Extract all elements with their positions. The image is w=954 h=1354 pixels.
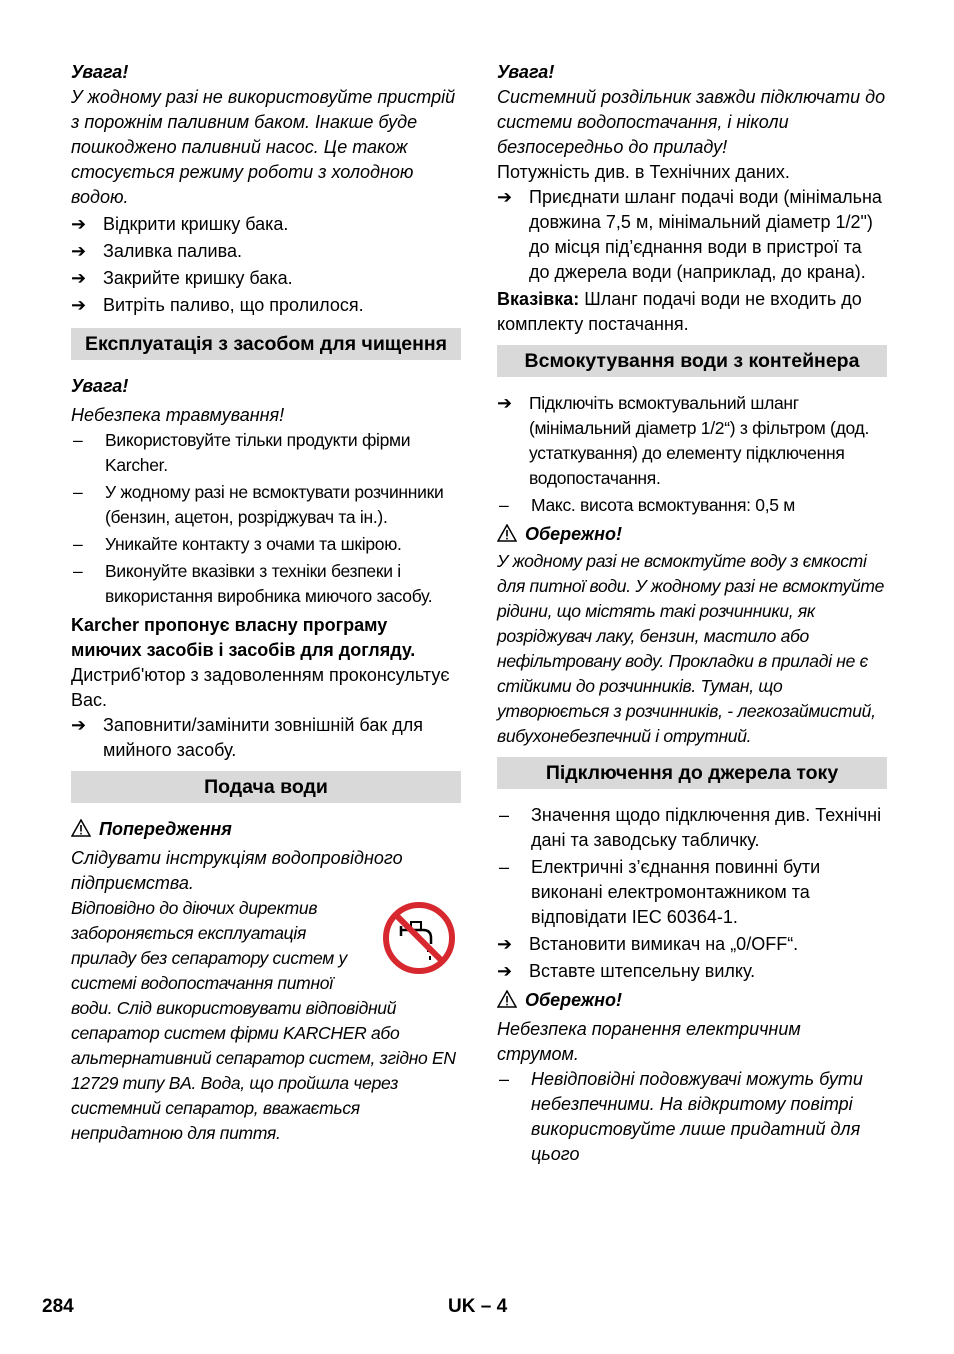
section-heading: Підключення до джерела току [497,757,887,789]
attention-text: У жодному разі не використовуйте пристрій з порожнім паливним баком. Інакше буде пошкоджено паливний насос. Це також стосується режиму роботи з холодною водою. [71,87,456,207]
warning-triangle-icon [71,819,91,837]
list-item: – Значення щодо підключення див. Технічні дані та заводську табличку. [499,805,882,850]
arrow-right-icon: ➔ [71,214,87,234]
step-item: ➔ Закрийте кришку бака. [71,266,461,291]
caution-title: Обережно! [497,522,887,547]
caution-text: У жодному разі не всмоктуйте воду з ємкості для питної води. У жодному разі не всмоктуйте рідини, що містять такі розчинники, як розріджувач лаку, бензин, мастило або нефільтровану воду. Прокладки в приладі не є стійкими до розчинників. Туман, що утворюється з розчинників, - легкозаймистий, вибухонебезпечний і отрутний. [497,551,885,746]
warning-text: Слідувати інструкціям водопровідного підприємства. [71,848,403,893]
list-item: – Макс. висота всмоктування: 0,5 м [499,495,796,515]
no-drinking-water-icon [381,900,457,976]
bold-paragraph: Karcher пропонує власну програму миючих засобів і засобів для догляду. [71,615,416,660]
section-heading: Експлуатація з засобом для чищення [71,328,461,360]
list-item: – Використовуйте тільки продукти фірми Karcher. [73,430,411,475]
arrow-right-icon: ➔ [71,241,87,261]
step-item: ➔ Витріть паливо, що пролилося. [71,293,461,318]
warning-triangle-icon [497,524,517,542]
paragraph: Дистриб'ютор з задоволенням проконсультує Вас. [71,665,450,710]
caution-text: Небезпека поранення електричним струмом. [497,1019,801,1064]
arrow-right-icon: ➔ [497,393,512,413]
list-item: – Уникайте контакту з очами та шкірою. [73,534,402,554]
arrow-right-icon: ➔ [497,961,513,981]
left-column [71,60,461,1146]
attention-title: Увага! [71,376,129,396]
list-item: – Виконуйте вказівки з техніки безпеки і використання виробника миючого засобу. [73,561,433,606]
warning-title: Попередження [71,817,461,842]
step-item: ➔ Встановити вимикач на „0/OFF“. [497,932,887,957]
right-column [497,60,887,1167]
attention-title: Увага! [71,62,129,82]
warning-triangle-icon [497,990,517,1008]
arrow-right-icon: ➔ [497,187,513,207]
arrow-right-icon: ➔ [71,268,87,288]
list-item: – У жодному разі не всмоктувати розчинники (бензин, ацетон, розріджувач та ін.). [73,482,444,527]
page-number: 284 [42,1296,74,1317]
warning-text-block: Відповідно до діючих директив забороняється експлуатація приладу без сепаратору систем у системі водопостачання питної води. Слід використовувати відповідний сепаратор систем фірми KARCHER або альтернативний сепаратор систем, згідно EN 12729 типу BA. Вода, що пройшла через системний сепаратор, вважається непридатною для пиття. [71,898,456,1143]
note-paragraph: Вказівка: Шланг подачі води не входить до комплекту постачання. [497,289,862,334]
list-item: – Електричні з’єднання повинні бути виконані електромонтажником та відповідати IEC 60364-1. [499,857,821,927]
step-item: ➔ Підключіть всмоктувальний шланг (мінімальний діаметр 1/2“) з фільтром (дод. устаткування) до елементу підключення водопостачання. [497,391,887,491]
arrow-right-icon: ➔ [71,715,87,735]
caution-title: Обережно! [497,988,887,1013]
step-item: ➔ Заливка палива. [71,239,461,264]
arrow-right-icon: ➔ [497,934,513,954]
step-item: ➔ Вставте штепсельну вилку. [497,959,887,984]
section-heading: Подача води [71,771,461,803]
step-item: ➔ Приєднати шланг подачі води (мінімальна довжина 7,5 м, мінімальний діаметр 1/2") до місця під’єднання води в пристрої та до джерела води (наприклад, до крана). [497,185,887,285]
arrow-right-icon: ➔ [71,295,87,315]
paragraph: Потужність див. в Технічних даних. [497,162,790,182]
step-item: ➔ Заповнити/замінити зовнішній бак для мийного засобу. [71,713,461,763]
section-label: UK – 4 [448,1296,508,1317]
section-heading: Всмокутування води з контейнера [497,345,887,377]
attention-text: Небезпека травмування! [71,405,285,425]
attention-title: Увага! [497,62,555,82]
step-item: ➔ Відкрити кришку бака. [71,212,461,237]
attention-text: Системний роздільник завжди підключати до системи водопостачання, і ніколи безпосередньо до приладу! [497,87,886,157]
list-item: – Невідповідні подовжувачі можуть бути небезпечними. На відкритому повітрі використовуйте лише придатний для цього [499,1069,863,1164]
